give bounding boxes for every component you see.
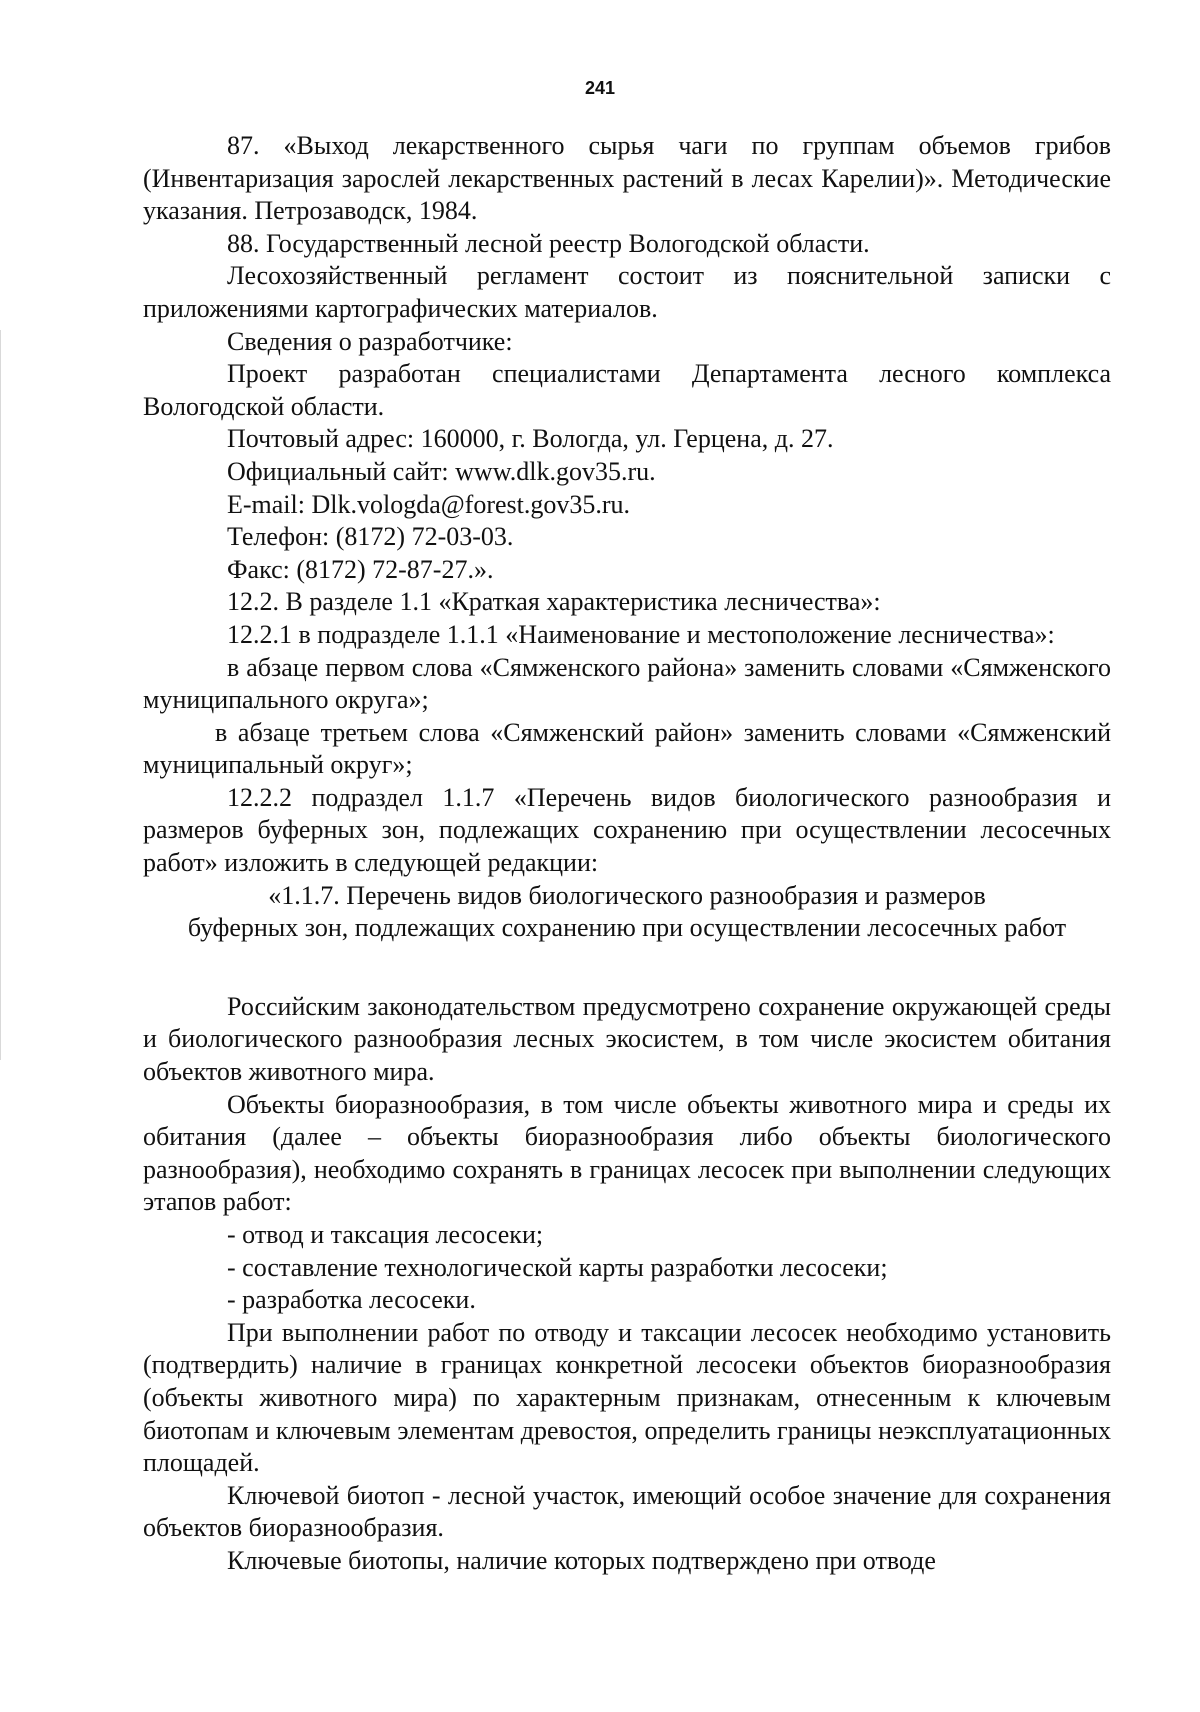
paragraph-biodiversity-objects: Объекты биоразнообразия, в том числе объекты животного мира и среды их обитания (далее – объекты биоразнообразия либо объекты биологического разнообразия), необходимо сохранять в границах лесосек при выполнении следующих этапов работ: — [143, 1089, 1111, 1217]
paragraph-official-site: Официальный сайт: www.dlk.gov35.ru. — [227, 456, 656, 486]
paragraph-legislation: Российским законодательством предусмотрено сохранение окружающей среды и биологического разнообразия лесных экосистем, в том числе экосистем обитания объектов животного мира. — [143, 991, 1111, 1087]
paragraph-allocation-work: При выполнении работ по отводу и таксации лесосек необходимо установить (подтвердить) наличие в границах конкретной лесосеки объектов биоразнообразия (объекты животного мира) по характерным признакам, отнесенным к ключевым биотопам и ключевым элементам древостоя, определить границы неэксплуатационных площадей. — [143, 1317, 1111, 1478]
list-item-cutting-development: - разработка лесосеки. — [227, 1285, 476, 1315]
document-body — [143, 130, 1111, 1578]
heading-spacer — [143, 945, 1111, 991]
paragraph-section-12-2: 12.2. В разделе 1.1 «Краткая характеристика лесничества»: — [227, 587, 881, 617]
section-1-1-7-heading — [143, 880, 1111, 945]
paragraph-developer-info-label: Сведения о разработчике: — [227, 326, 513, 356]
scan-edge-mark — [0, 330, 1, 1060]
paragraph-88: 88. Государственный лесной реестр Вологодской области. — [227, 228, 870, 258]
paragraph-postal-address: Почтовый адрес: 160000, г. Вологда, ул. Герцена, д. 27. — [227, 424, 834, 454]
paragraph-third-abzac-change: в абзаце третьем слова «Сямженский район» заменить словами «Сямженский муниципальный округ»; — [143, 717, 1111, 780]
section-heading-line-2: буферных зон, подлежащих сохранению при осуществлении лесосечных работ — [187, 913, 1067, 943]
page-number: 241 — [584, 78, 616, 98]
paragraph-regulation-structure: Лесохозяйственный регламент состоит из пояснительной записки с приложениями картографических материалов. — [143, 261, 1111, 323]
section-heading-line-1: «1.1.7. Перечень видов биологического разнообразия и размеров — [268, 880, 986, 910]
paragraph-87: 87. «Выход лекарственного сырья чаги по группам объемов грибов (Инвентаризация зарослей лекарственных растений в лесах Карелии)». Методические указания. Петрозаводск, 1984. — [143, 131, 1111, 226]
paragraph-email: E-mail: Dlk.vologda@forest.gov35.ru. — [227, 489, 631, 519]
paragraph-fax: Факс: (8172) 72-87-27.». — [227, 554, 494, 584]
paragraph-developer: Проект разработан специалистами Департамента лесного комплекса Вологодской области. — [143, 359, 1111, 421]
paragraph-phone: Телефон: (8172) 72-03-03. — [227, 522, 514, 552]
paragraph-section-12-2-2: 12.2.2 подраздел 1.1.7 «Перечень видов биологического разнообразия и размеров буферных зон, подлежащих сохранению при осуществлении лесосечных работ» изложить в следующей редакции: — [143, 782, 1111, 878]
paragraph-first-abzac-change: в абзаце первом слова «Сямженского района» заменить словами «Сямженского муниципального округа»; — [143, 652, 1111, 715]
paragraph-key-biotope-definition: Ключевой биотоп - лесной участок, имеющий особое значение для сохранения объектов биоразнообразия. — [143, 1480, 1111, 1543]
list-item-technology-map: - составление технологической карты разработки лесосеки; — [227, 1252, 888, 1282]
paragraph-section-12-2-1: 12.2.1 в подразделе 1.1.1 «Наименование и местоположение лесничества»: — [227, 619, 1055, 649]
paragraph-key-biotopes-start: Ключевые биотопы, наличие которых подтверждено при отводе — [227, 1545, 936, 1575]
list-item-allocation: - отвод и таксация лесосеки; — [227, 1220, 544, 1249]
